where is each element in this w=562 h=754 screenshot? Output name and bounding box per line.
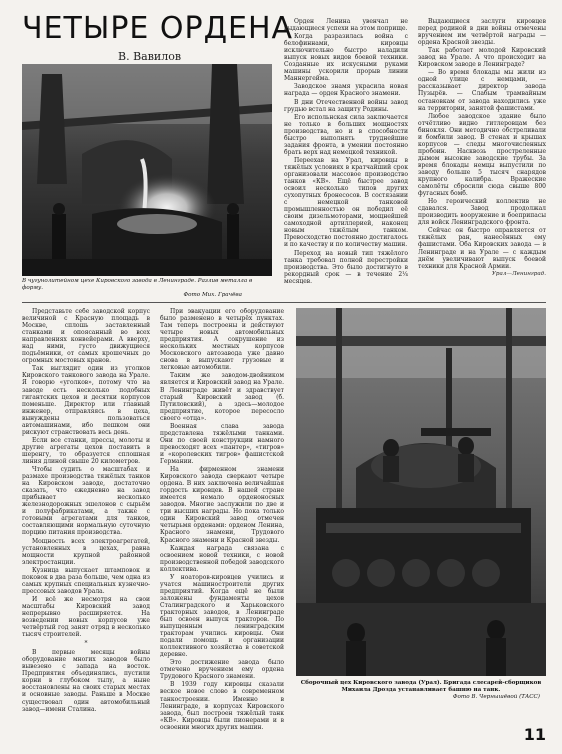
top-column-3 bbox=[418, 18, 546, 294]
paragraph: Сейчас он быстро оправляется от тяжёлых ран, нанесённых ему фашистами. Оба Кировских завода — в Ленинграде и на Урале — с каждым днём увеличивают выпуск боевой техники для Красной Армии. bbox=[418, 227, 546, 270]
section-divider bbox=[22, 302, 546, 303]
paragraph: Орден Ленина увенчал не выдающиеся успехи на этом поприще. bbox=[284, 18, 408, 33]
paragraph: Представьте себе заводской корпус величиной с Красную площадь в Москве, сплошь заставленный станками и опоясанный во всех направлениях конвейерами. А вверху, над ними, густо движущиеся подъёмники, от самых крошечных до огромных мостовых кранов. bbox=[22, 308, 150, 365]
paragraph: Его испольнская сила заключается не только в больших мощностях производства, но и в способности быстро выполнять труднейшие задания фронта, в умении постоянно брать верх над немецкой техникой. bbox=[284, 113, 408, 156]
paragraph: Чтобы судить о масштабах и размахе производства тяжёлых танков на Кировском заводе, достаточно сказать, что ежедневно на завод прибывает несколько железнодорожных эшелонов с сырьём и полуфабрикатами, а также с готовыми агрегатами для танков, составляющими нормальную суточную порцию питания производства. bbox=[22, 466, 150, 537]
paragraph: Так выглядит один из уголков Кировского танкового завода на Урале. Я говорю «уголков», потому что на заводе есть несколько подобных гигантских цехов и десятки корпусов поменьше. Директор или главный инженер, отправляясь в цеха, вынуждены пользоваться автомашинами, ибо пешком они рискуют странствовать весь день. bbox=[22, 365, 150, 436]
paragraph: Любое заводское здание было отчётливо видно гитлеровцам без бинокля. Они методично обстреливали и бомбили завод. В стенах и крышах корпусов — следы многочисленных пробоин. Насквозь простреленные дымом высокие заводские трубы. За время блокады немцы выпустили по заводу больше 5 тысяч снарядов крупного калибра. Вражеские самолёты сбросили сюда свыше 800 фугасных бомб. bbox=[418, 112, 546, 198]
assembly-caption-text: Сборочный цех Кировского завода (Урал). Бригада слесарей-сборщиков Михаила Дрозда устанавливает башню на танк. bbox=[300, 680, 542, 693]
paragraph: Каждая награда связана с освоением новой техники, с новой производственной победой заводского коллектива. bbox=[160, 544, 284, 573]
paragraph: В первые месяцы войны оборудование многих заводов было вывезено с запада на восток. Предприятия объединялись, пустили корни в глубоком тылу, а ныне восстановлены на своих старых местах и основные заводы. Раньше в Москве существовал один автомобильный завод—имени Сталина. bbox=[22, 649, 150, 713]
paragraph: Переехав на Урал, кировцы в тяжёлых условиях в кратчайший срок организовали массовое производство танков «КВ». Ещё быстрее завод освоил несколько типов других сухопутных бронесосов. В состязании с немецкой танковой промышленностью он победил её своим дизельмоторами, мощнейшей самоходной артиллерией, наконец новым тяжёлым танком. Превосходство постоянно достигалось и по качеству и по количеству машин. bbox=[284, 156, 408, 249]
paragraph: На фирменном знамени Кировского завода сверкают четыре ордена. В них заключена величайшая гордость кировцев. В нашей стране имеется немало орденоносных заводов. Многие заслужили по две и три высших награды. Но пока только один Кировский завод отмечен четырьмя орденами: орденом Ленина, Красного знамени, Трудового Красного знамени и Красной звезды. bbox=[160, 466, 284, 544]
paragraph: Таким же заводом-двойником является и Кировский завод на Урале. В Ленинграде живёт и здравствует старый Кировский завод (б. Путиловский), а здесь—молодое предприятие, которое пересосло своего «отца». bbox=[160, 372, 284, 422]
paragraph: И всё же несмотря на свои масштабы Кировский завод непрерывно расширяется. На возведении новых корпусов уже четвёртый год занят отряд в несколько тысяч строителей. bbox=[22, 595, 150, 639]
paragraph: Если все станки, прессы, молоты и другие агрегаты цехов поставить в шеренгу, то образуется сплошная линия длиной свыше 20 километров. bbox=[22, 436, 150, 465]
paragraph: При эвакуации его оборудование было разменено в четырёх пунктах. Там теперь построены и действуют четыре новых автомобильных предприятия. А сокрушение из нескольких местных корпусов Московского автозавода уже давно снова в выпускают грузовые и легковые автомобили. bbox=[160, 308, 284, 372]
paragraph: Но героический коллектив не сдавался. Завод продолжал производить вооружение и боеприпасы для войск Ленинградского фронта. bbox=[418, 198, 546, 227]
paragraph: Так работает молодой Кировский завод на Урале. А что происходит на Кировском заводе в Ленинграде? bbox=[418, 47, 546, 69]
assembly-credit: Фото В. Чернышёвой (ТАСС) bbox=[452, 694, 540, 700]
assembly-photo-caption bbox=[296, 680, 546, 701]
paragraph: Это достижение завода было отмечено вручением ему ордена Трудового Красного знамени. bbox=[160, 659, 284, 681]
section-break: * bbox=[84, 640, 88, 648]
paragraph: Кузница выпускает штамповок и поковок в два раза больше, чем одна из самых крупных специальных кузнечно-прессовых заводов Урала. bbox=[22, 566, 150, 595]
assembly-photo bbox=[296, 308, 546, 676]
bottom-column-2 bbox=[160, 308, 284, 738]
article-author: В. Вавилов bbox=[118, 50, 182, 63]
paragraph: Выдающиеся заслуги кировцев перед родиной в дни войны отмечены вручением им четвёртой награды — ордена Красной звезды. bbox=[418, 18, 546, 47]
paragraph: В дни Отечественной войны завод грудью встал на защиту Родины. bbox=[284, 98, 408, 113]
paragraph: Заводское знамя украсила новая награда — орден Красного знамени. bbox=[284, 83, 408, 98]
foundry-photo bbox=[22, 64, 272, 276]
top-column-2 bbox=[284, 18, 408, 294]
page-number: 11 bbox=[523, 725, 546, 744]
paragraph: Военная слава завода представлена тяжёлыми танками. Они по своей конструкции намного превосходят всех «пантер», «тигров» и «королевских тигров» фашистской Германии. bbox=[160, 422, 284, 465]
paragraph: Мощность всех электроагрегатей, установленных в цехах, равна мощности крупной районной электростанции. bbox=[22, 537, 150, 566]
paragraph: В 1939 году кировцы сказали веское новое слово в современном танкостроении. Именно в Ленинграде, в корпусах Кировского завода, был построен тяжёлый танк «КВ». Кировцы были пионерами и в освоении многих других машин. bbox=[160, 681, 284, 731]
paragraph: Переход на новый тип тяжёлого танка требовал полной перестройки производства. Это было достигнуто в рекордный срок — в течение 2¼ месяцев. bbox=[284, 249, 408, 285]
article-title: ЧЕТЫРЕ ОРДЕНА bbox=[22, 11, 294, 46]
paragraph: У ноаторов-кировцев учились и учатся машиностроители других предприятий. Когда ещё не были заложены фундаменты цехов Сталинградского и Харьковского тракторных заводов, в Ленинграде был освоен выпуск тракторов. По выпущенным ленинградским тракторам учились кировцы. Они подали помощь и организации коллективного хозяйства в советской деревне. bbox=[160, 573, 284, 659]
foundry-caption-text: В чугунолитейном цехе Кировского завода в Ленинграде. Разлив металла в форму. bbox=[22, 278, 253, 291]
dateline: Урал—Ленинград. bbox=[491, 270, 546, 277]
bottom-column-1 bbox=[22, 308, 150, 738]
paragraph: Когда разразилась война с белофиннами, кировцы исключительно быстро наладили выпуск новых видов боевой техники. Созданные их искусными руками машины ускорили прорыв линии Маннергейма. bbox=[284, 33, 408, 83]
foundry-photo-caption bbox=[22, 278, 272, 299]
foundry-credit: Фото Мих. Грачёва bbox=[183, 292, 242, 298]
paragraph: — Во время блокады мы жили из одной улице с немцами, — рассказывает директор завода Пузырёв. — Слабым трамвайным остановкам от завода находились уже на территории, занятой фашистами. bbox=[418, 69, 546, 112]
